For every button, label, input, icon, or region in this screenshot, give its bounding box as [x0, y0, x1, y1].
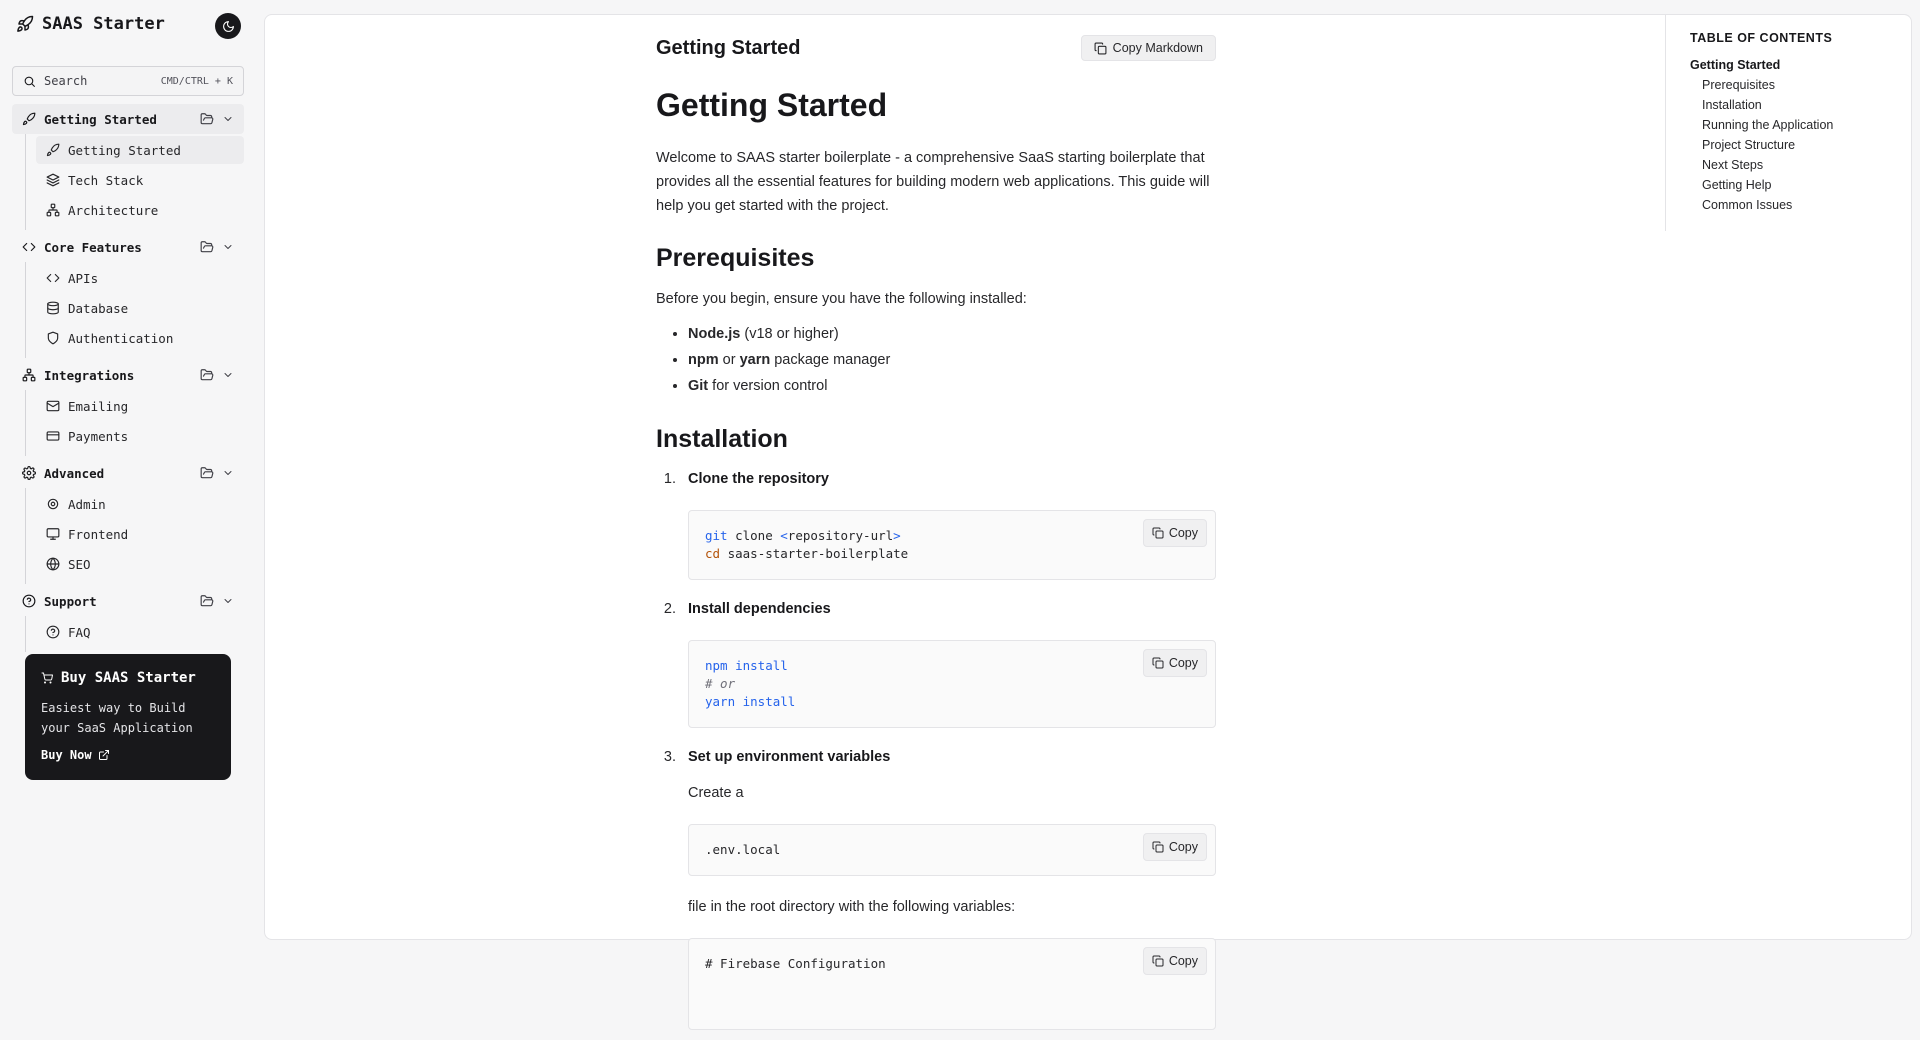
chevron-down-icon[interactable]: [222, 241, 234, 253]
sidebar-item-frontend[interactable]: [36, 520, 244, 548]
step-install: 2. Install dependencies Copy npm install # or yarn install: [656, 598, 1216, 728]
chevron-down-icon[interactable]: [222, 113, 234, 125]
chevron-down-icon[interactable]: [222, 595, 234, 607]
installation-heading: Installation: [656, 425, 788, 453]
network-icon: [46, 203, 60, 217]
promo-card: [25, 654, 231, 780]
monitor-icon: [46, 527, 60, 541]
intro-paragraph: Welcome to SAAS starter boilerplate - a comprehensive SaaS starting boilerplate that provides all the essential features for building modern web applications. This guide will help you get started with the project.: [656, 150, 1210, 214]
table-of-contents: [1665, 15, 1913, 231]
nav-group-core-features: [12, 232, 244, 358]
nav-group-label: Getting Started: [44, 111, 157, 127]
folder-open-icon[interactable]: [200, 466, 214, 480]
code-block: Copy git clone <repository-url> cd saas-starter-boilerplate: [688, 510, 1216, 580]
help-circle-icon: [22, 594, 36, 608]
sidebar-item-getting-started[interactable]: [36, 136, 244, 164]
buy-now-link[interactable]: [41, 748, 215, 762]
copy-icon: [1152, 955, 1164, 967]
prerequisites-heading: Prerequisites: [656, 244, 815, 272]
promo-description: Easiest way to Build your SaaS Application: [41, 701, 193, 735]
rocket-icon: [46, 143, 60, 157]
copy-icon: [1152, 841, 1164, 853]
toc-item[interactable]: Project Structure: [1702, 138, 1796, 152]
code-block: Copy # Firebase Configuration: [688, 938, 1216, 1030]
main-panel: [264, 14, 1912, 971]
nav-group-header[interactable]: [12, 232, 244, 262]
network-icon: [22, 368, 36, 382]
sidebar-item-label: Admin: [68, 496, 106, 512]
doc-topbar: [656, 15, 1216, 77]
nav-group-header[interactable]: [12, 458, 244, 488]
nav-group-getting-started: [12, 104, 244, 230]
nav-group-label: Core Features: [44, 239, 142, 255]
copy-button[interactable]: Copy: [1143, 833, 1207, 861]
sidebar-item-seo[interactable]: [36, 550, 244, 578]
gear-icon: [46, 497, 60, 511]
prereq-intro: Before you begin, ensure you have the following installed:: [656, 291, 1027, 307]
sidebar-item-tech-stack[interactable]: [36, 166, 244, 194]
copy-markdown-label: Copy Markdown: [1112, 41, 1203, 55]
toc-item[interactable]: Getting Help: [1702, 178, 1772, 192]
code-block: Copy npm install # or yarn install: [688, 640, 1216, 728]
toc-item[interactable]: Running the Application: [1702, 118, 1834, 132]
theme-toggle-button[interactable]: [215, 13, 241, 39]
toc-item[interactable]: Prerequisites: [1702, 78, 1775, 92]
brand-name: SAAS Starter: [42, 14, 165, 34]
nav-group-label: Integrations: [44, 367, 135, 383]
sidebar-item-label: Authentication: [68, 330, 174, 346]
copy-icon: [1152, 657, 1164, 669]
copy-icon: [1152, 527, 1164, 539]
toc-title: TABLE OF CONTENTS: [1690, 31, 1833, 45]
sidebar-item-label: FAQ: [68, 624, 91, 640]
prereq-list: [688, 321, 1216, 399]
page-title: Getting Started: [656, 87, 888, 123]
step-title: Set up environment variables: [688, 749, 891, 765]
copy-button[interactable]: Copy: [1143, 649, 1207, 677]
gear-icon: [22, 466, 36, 480]
install-steps: [656, 468, 1216, 1030]
sidebar-item-label: APIs: [68, 270, 99, 286]
list-item: • npm or yarn package manager: [688, 347, 1216, 373]
buy-now-label: Buy Now: [41, 748, 92, 762]
sidebar-item-label: Payments: [68, 428, 129, 444]
code-icon: [22, 240, 36, 254]
folder-open-icon[interactable]: [200, 368, 214, 382]
promo-title: Buy SAAS Starter: [61, 670, 196, 686]
search-input[interactable]: [12, 66, 244, 96]
sidebar-item-emailing[interactable]: [36, 392, 244, 420]
globe-icon: [46, 557, 60, 571]
copy-button[interactable]: Copy: [1143, 519, 1207, 547]
nav-group-label: Support: [44, 593, 97, 609]
code-block: Copy .env.local: [688, 824, 1216, 876]
step-text: Create a: [688, 785, 744, 801]
shield-icon: [46, 331, 60, 345]
external-link-icon: [98, 749, 110, 761]
layers-icon: [46, 173, 60, 187]
step-text: file in the root directory with the following variables:: [688, 899, 1016, 915]
step-env: 3. Set up environment variables Create a Copy .env.local file in the root directory with the following variables: Copy # Firebase Configuration: [656, 746, 1216, 1030]
sidebar-item-label: SEO: [68, 556, 91, 572]
nav-group-header[interactable]: [12, 360, 244, 390]
copy-icon: [1094, 42, 1107, 55]
nav-group-support: [12, 586, 244, 652]
nav-group-header[interactable]: [12, 586, 244, 616]
sidebar-item-payments[interactable]: [36, 422, 244, 450]
mail-icon: [46, 399, 60, 413]
folder-open-icon[interactable]: [200, 112, 214, 126]
sidebar-item-label: Architecture: [68, 202, 159, 218]
nav-group-header[interactable]: [12, 104, 244, 134]
sidebar-item-label: Getting Started: [68, 142, 181, 158]
step-title: Clone the repository: [688, 471, 829, 487]
list-item: • Git for version control: [688, 373, 1216, 399]
folder-open-icon[interactable]: [200, 240, 214, 254]
code-icon: [46, 271, 60, 285]
sidebar-item-database[interactable]: [36, 294, 244, 322]
doc-content: [656, 15, 1216, 1040]
toc-item[interactable]: Next Steps: [1702, 158, 1764, 172]
step-title: Install dependencies: [688, 601, 831, 617]
cart-icon: [41, 672, 53, 684]
search-icon: [23, 75, 36, 88]
search-shortcut: CMD/CTRL + K: [160, 75, 233, 87]
credit-card-icon: [46, 429, 60, 443]
sidebar-item-apis[interactable]: [36, 264, 244, 292]
sidebar-item-architecture[interactable]: [36, 196, 244, 224]
nav-group-advanced: [12, 458, 244, 584]
sidebar-item-admin[interactable]: [36, 490, 244, 518]
sidebar-item-label: Emailing: [68, 398, 129, 414]
rocket-icon: [22, 112, 36, 126]
database-icon: [46, 301, 60, 315]
toc-item[interactable]: Common Issues: [1702, 198, 1793, 212]
sidebar-item-label: Frontend: [68, 526, 129, 542]
sidebar: [0, 0, 256, 956]
brand[interactable]: [16, 14, 165, 34]
list-item: • Node.js (v18 or higher): [688, 321, 1216, 347]
sidebar-item-faq[interactable]: [36, 618, 244, 646]
sidebar-nav: [12, 104, 244, 654]
copy-markdown-button[interactable]: [1081, 35, 1216, 61]
folder-open-icon[interactable]: [200, 594, 214, 608]
copy-button[interactable]: Copy: [1143, 947, 1207, 975]
chevron-down-icon[interactable]: [222, 467, 234, 479]
help-circle-icon: [46, 625, 60, 639]
step-clone: 1. Clone the repository Copy git clone <repository-url> cd saas-starter-boilerplate: [656, 468, 1216, 580]
search-placeholder: Search: [44, 74, 88, 88]
chevron-down-icon[interactable]: [222, 369, 234, 381]
doc-header-title: Getting Started: [656, 36, 801, 59]
moon-icon: [222, 20, 235, 33]
nav-group-integrations: [12, 360, 244, 456]
sidebar-item-authentication[interactable]: [36, 324, 244, 352]
sidebar-item-label: Tech Stack: [68, 172, 144, 188]
nav-group-label: Advanced: [44, 465, 105, 481]
toc-item[interactable]: Installation: [1702, 98, 1762, 112]
toc-item-getting-started[interactable]: Getting Started: [1690, 58, 1781, 72]
rocket-icon: [16, 15, 34, 33]
sidebar-item-label: Database: [68, 300, 129, 316]
